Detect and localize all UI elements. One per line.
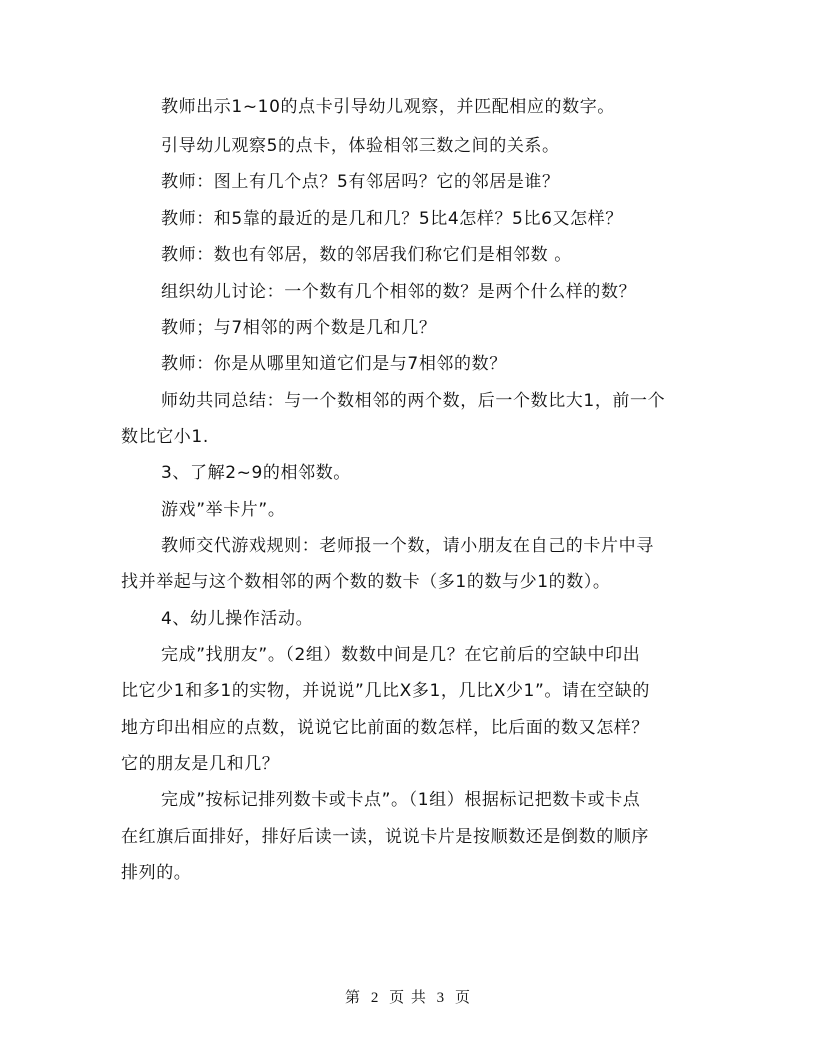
paragraph-line: 教师出示1~10的点卡引导幼儿观察，并匹配相应的数字。 — [161, 97, 615, 117]
paragraph-line: 游戏”举卡片”。 — [161, 500, 286, 520]
paragraph-line: 在红旗后面排好，排好后读一读，说说卡片是按顺数还是倒数的顺序 — [121, 827, 649, 847]
paragraph-line: 师幼共同总结：与一个数相邻的两个数，后一个数比大1，前一个 — [161, 391, 666, 411]
footer-page-number: 2 — [370, 990, 380, 1006]
paragraph-line: 完成”找朋友”。（2组）数数中间是几？在它前后的空缺中印出 — [161, 645, 641, 665]
footer-total-pages: 3 — [436, 990, 446, 1006]
paragraph-line: 教师；与7相邻的两个数是几和几？ — [161, 318, 437, 338]
paragraph-line: 它的朋友是几和几？ — [121, 754, 280, 774]
paragraph-line: 完成”按标记排列数卡或卡点”。（1组）根据标记把数卡或卡点 — [161, 790, 641, 810]
paragraph-line: 组织幼儿讨论：一个数有几个相邻的数？是两个什么样的数？ — [161, 282, 637, 302]
paragraph-line: 地方印出相应的点数，说说它比前面的数怎样，比后面的数又怎样？ — [121, 718, 649, 738]
footer-middle: 页 共 — [389, 988, 427, 1006]
paragraph-line: 教师：数也有邻居，数的邻居我们称它们是相邻数 。 — [161, 245, 572, 265]
paragraph-line: 教师：图上有几个点？5有邻居吗？它的邻居是谁？ — [161, 172, 560, 192]
paragraph-line: 3、了解2~9的相邻数。 — [161, 463, 351, 483]
paragraph-line: 引导幼儿观察5的点卡，体验相邻三数之间的关系。 — [161, 136, 560, 156]
footer-suffix: 页 — [454, 988, 471, 1006]
footer-prefix: 第 — [345, 988, 362, 1006]
paragraph-line: 排列的。 — [121, 863, 192, 883]
paragraph-line: 教师交代游戏规则：老师报一个数，请小朋友在自己的卡片中寻 — [161, 536, 654, 556]
paragraph-line: 教师：你是从哪里知道它们是与7相邻的数？ — [161, 354, 507, 374]
paragraph-line: 4、幼儿操作活动。 — [161, 609, 314, 629]
paragraph-line: 教师：和5靠的最近的是几和几？5比4怎样？5比6又怎样？ — [161, 209, 623, 229]
paragraph-line: 找并举起与这个数相邻的两个数的数卡（多1的数与少1的数）。 — [121, 572, 611, 592]
paragraph-line: 数比它小1. — [121, 427, 209, 447]
page-footer — [0, 986, 816, 1007]
paragraph-line: 比它少1和多1的实物，并说说”几比X多1，几比X少1”。请在空缺的 — [121, 681, 650, 701]
